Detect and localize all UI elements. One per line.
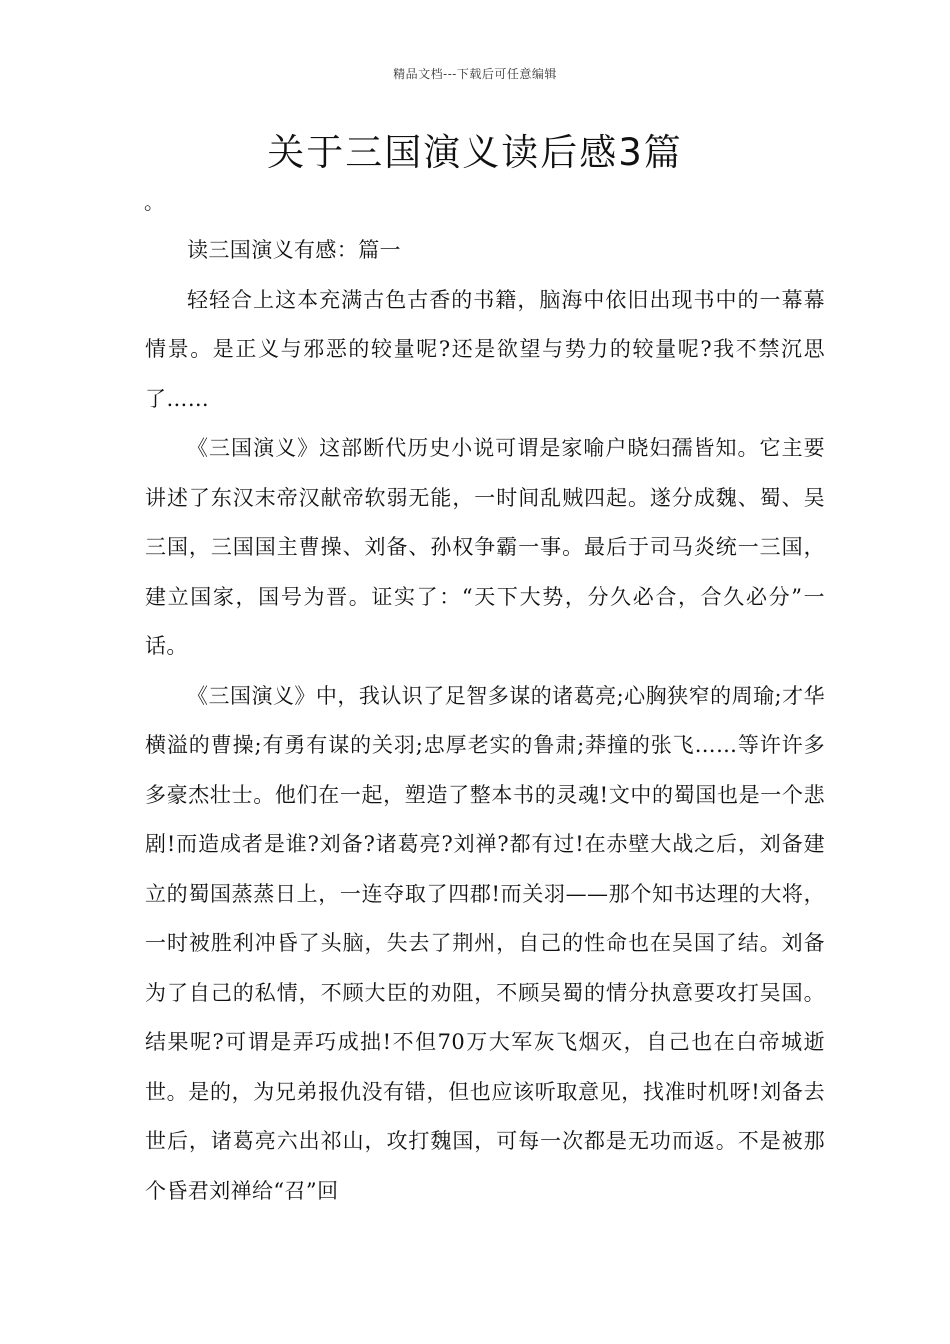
document-title: 关于三国演义读后感3篇 [267,131,683,174]
section-heading: 读三国演义有感：篇一 [187,238,401,262]
paragraph: 轻轻合上这本充满古色古香的书籍，脑海中依旧出现书中的一幕幕情景。是正义与邪恶的较量呢?还是欲望与势力的较量呢?我不禁沉思了…… [145,287,825,411]
document-body [145,226,825,1216]
page-header-note: 精品文档---下载后可任意编辑 [393,67,557,81]
paragraph: 《三国演义》中，我认识了足智多谋的诸葛亮;心胸狭窄的周瑜;才华横溢的曹操;有勇有谋的关羽;忠厚老实的鲁肃;莽撞的张飞……等许许多多豪杰壮士。他们在一起，塑造了整本书的灵魂!文中的蜀国也是一个悲剧!而造成者是谁?刘备?诸葛亮?刘禅?都有过!在赤壁大战之后，刘备建立的蜀国蒸蒸日上，一连夺取了四郡!而关羽——那个知书达理的大将，一时被胜利冲昏了头脑，失去了荆州，自己的性命也在吴国了结。刘备为了自己的私情，不顾大臣的劝阻，不顾吴蜀的情分执意要攻打吴国。结果呢?可谓是弄巧成拙!不但70万大军灰飞烟灭，自己也在白帝城逝世。是的，为兄弟报仇没有错，但也应该听取意见，找准时机呀!刘备去世后，诸葛亮六出祁山，攻打魏国，可每一次都是无功而返。不是被那个昏君刘禅给“召”回 [145,683,825,1203]
stray-punctuation: 。 [144,190,164,214]
paragraph: 《三国演义》这部断代历史小说可谓是家喻户晓妇孺皆知。它主要讲述了东汉末帝汉献帝软弱无能，一时间乱贼四起。遂分成魏、蜀、吴三国，三国国主曹操、刘备、孙权争霸一事。最后于司马炎统一三国，建立国家，国号为晋。证实了：“天下大势，分久必合，合久必分”一话。 [145,436,825,658]
